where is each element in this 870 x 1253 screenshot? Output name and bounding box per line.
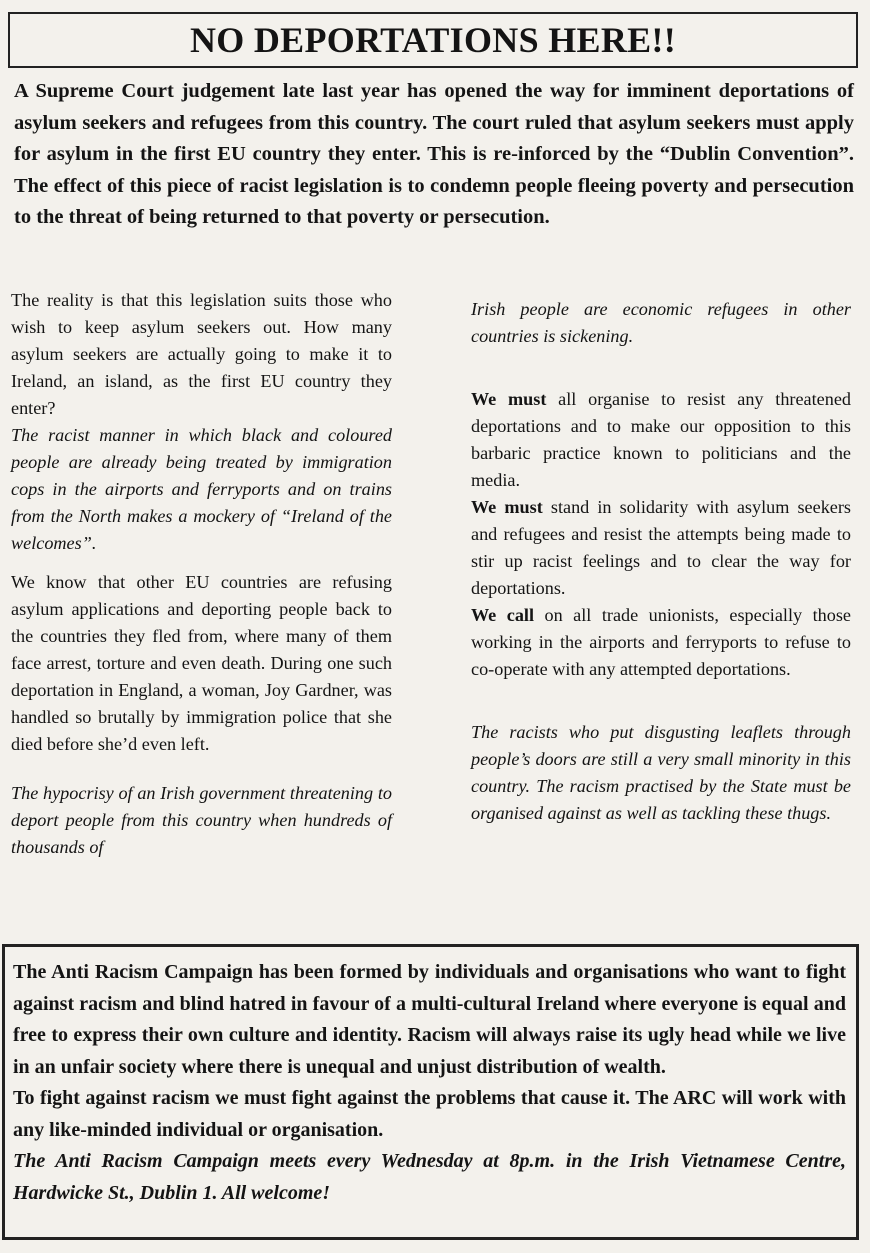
headline: NO DEPORTATIONS HERE!! bbox=[189, 20, 677, 60]
right-paragraph-4 bbox=[471, 602, 851, 683]
right-paragraph-1: Irish people are economic refugees in other countries is sickening. bbox=[471, 299, 851, 346]
left-paragraph-1: The reality is that this legislation suits those who wish to keep asylum seekers out. How many asylum seekers are actually going to make it to Ireland, an island, as the first EU country they enter? bbox=[11, 290, 392, 418]
right-paragraph-2-lead: We must bbox=[471, 389, 547, 409]
right-column bbox=[471, 296, 851, 827]
right-paragraph-2 bbox=[471, 386, 851, 494]
right-paragraph-4-text: on all trade unionists, especially those working in the airports and ferryports to refuse to co-operate with any attempted deportations. bbox=[471, 605, 851, 679]
campaign-info-box bbox=[2, 944, 859, 1240]
right-paragraph-2-text: all organise to resist any threatened deportations and to make our opposition to this barbaric practice known to politicians and the media. bbox=[471, 389, 851, 490]
campaign-info-paragraph-2: To fight against racism we must fight against the problems that cause it. The ARC will work with any like-minded individual or organisation. bbox=[13, 1087, 846, 1141]
right-paragraph-3-lead: We must bbox=[471, 497, 543, 517]
left-column bbox=[11, 287, 392, 861]
right-paragraph-3-text: stand in solidarity with asylum seekers and refugees and resist the attempts being made to stir up racist feelings and to clear the way for deportations. bbox=[471, 497, 852, 598]
right-paragraph-5: The racists who put disgusting leaflets through people’s doors are still a very small minority in this country. The racism practised by the State must be organised against as well as tackling these thugs. bbox=[471, 722, 851, 823]
campaign-info-paragraph-1: The Anti Racism Campaign has been formed by individuals and organisations who want to fight against racism and blind hatred in favour of a multi-cultural Ireland where everyone is equal and free to express their own culture and identity. Racism will always raise its ugly head while we live in an unfair society where there is unequal and unjust distribution of wealth. bbox=[13, 961, 846, 1078]
left-paragraph-2: The racist manner in which black and coloured people are already being treated by immigration cops in the airports and ferryports and on trains from the North makes a mockery of “Ireland of the welcomes”. bbox=[11, 425, 392, 553]
left-paragraph-4: The hypocrisy of an Irish government threatening to deport people from this country when hundreds of thousands of bbox=[11, 783, 392, 857]
headline-box bbox=[8, 12, 858, 68]
left-paragraph-3: We know that other EU countries are refusing asylum applications and deporting people back to the countries they fled from, where many of them face arrest, torture and even death. During one such deportation in England, a woman, Joy Gardner, was handled so brutally by immigration police that she died before she’d even left. bbox=[11, 572, 392, 754]
campaign-meeting-info: The Anti Racism Campaign meets every Wednesday at 8p.m. in the Irish Vietnamese Centre, Hardwicke St., Dublin 1. All welcome! bbox=[13, 1150, 846, 1204]
right-paragraph-3 bbox=[471, 494, 851, 602]
intro-paragraph: A Supreme Court judgement late last year has opened the way for imminent deportations of asylum seekers and refugees from this country. The court ruled that asylum seekers must apply for asylum in the first EU country they enter. This is re-inforced by the “Dublin Convention”. The effect of this piece of racist legislation is to condemn people fleeing poverty and persecution to the threat of being returned to that poverty or persecution. bbox=[14, 80, 854, 228]
right-paragraph-4-lead: We call bbox=[471, 605, 535, 625]
